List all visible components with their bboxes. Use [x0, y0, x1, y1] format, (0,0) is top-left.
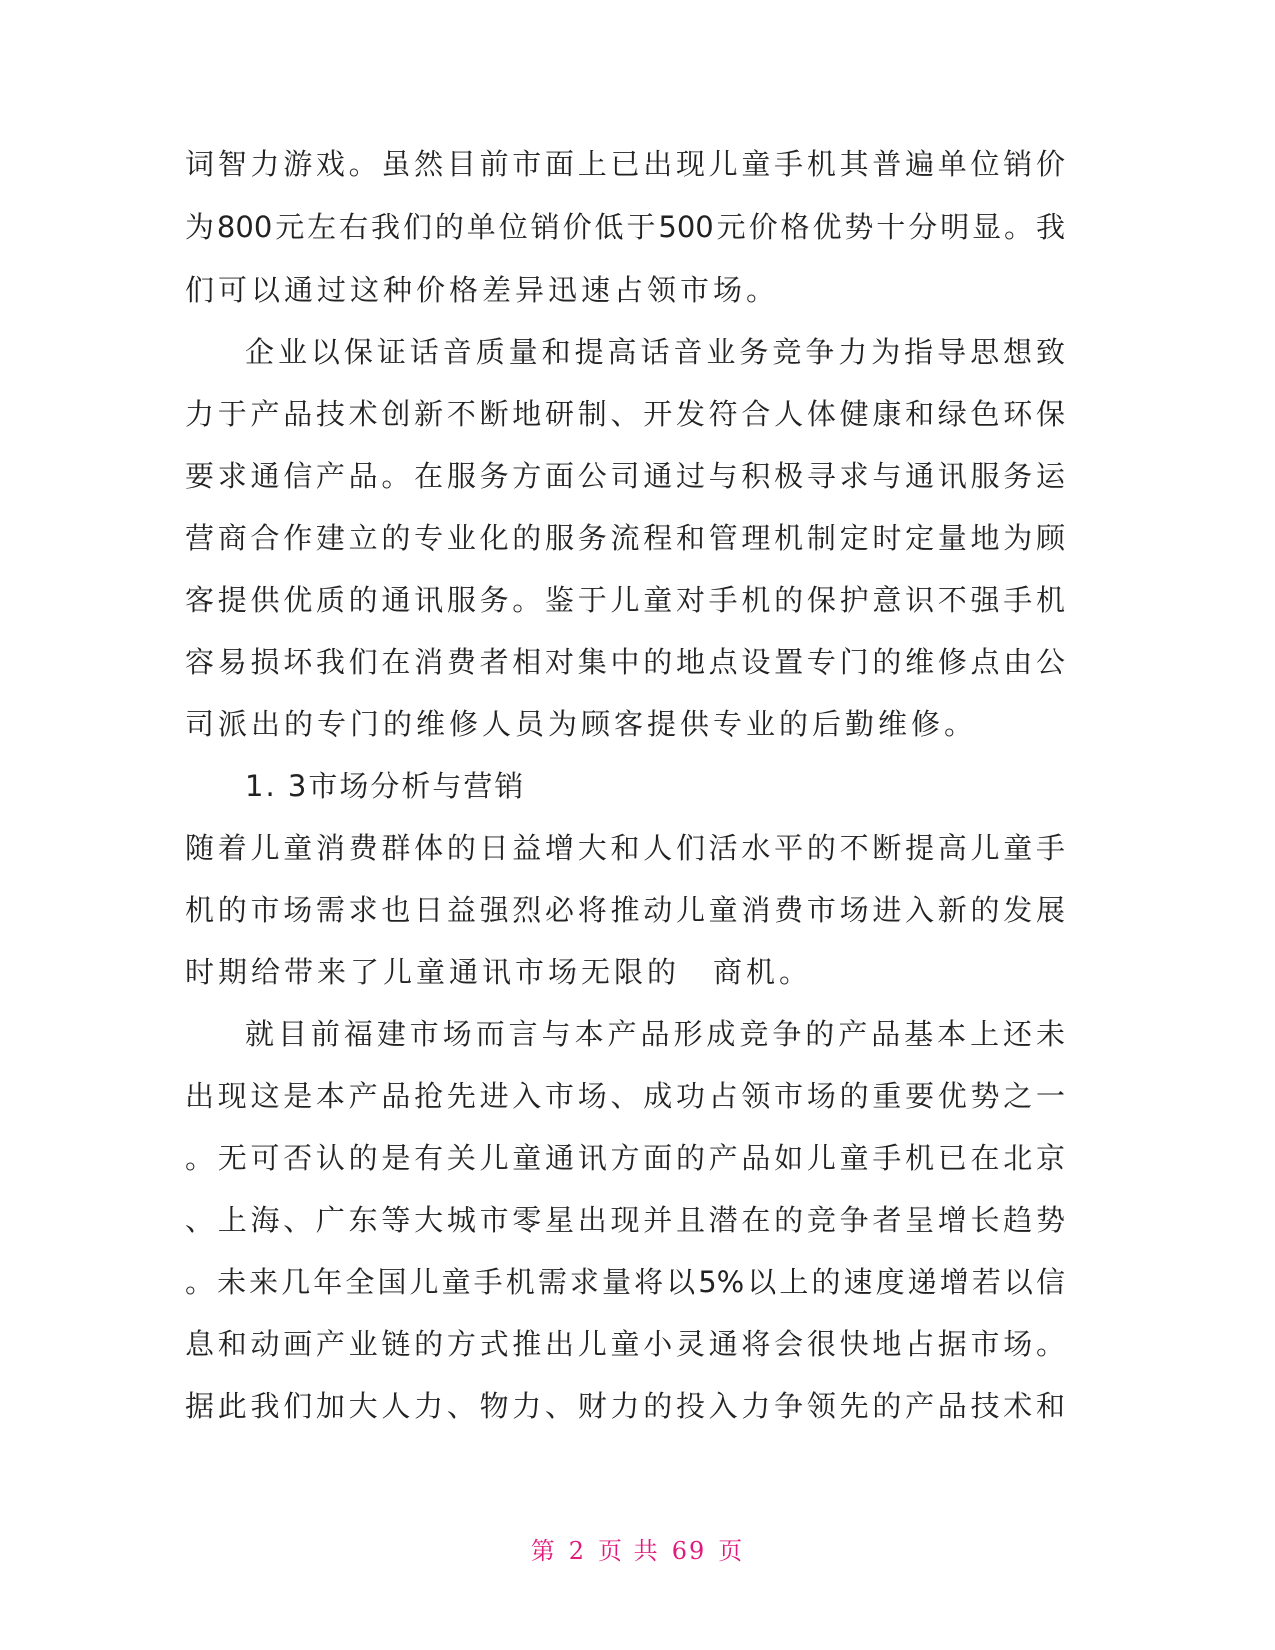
- footer-suffix: 页: [718, 1537, 745, 1565]
- footer-middle: 页 共: [598, 1537, 660, 1565]
- paragraph-line: 客提供优质的通讯服务。鉴于儿童对手机的保护意识不强手机: [185, 583, 1065, 617]
- paragraph-line: 营商合作建立的专业化的服务流程和管理机制定时定量地为顾: [185, 521, 1065, 555]
- paragraph-line: 。未来几年全国儿童手机需求量将以5%以上的速度递增若以信: [185, 1265, 1065, 1299]
- paragraph-line: 容易损坏我们在消费者相对集中的地点设置专门的维修点由公: [185, 645, 1065, 679]
- paragraph-line: 随着儿童消费群体的日益增大和人们活水平的不断提高儿童手: [185, 831, 1065, 865]
- paragraph-line: 时期给带来了儿童通讯市场无限的 商机。: [185, 955, 813, 989]
- footer-prefix: 第: [530, 1537, 557, 1565]
- paragraph-line: 要求通信产品。在服务方面公司通过与积极寻求与通讯服务运: [185, 459, 1065, 493]
- footer-total-pages: 69: [671, 1537, 707, 1565]
- section-heading: 1. 3市场分析与营销: [245, 769, 526, 803]
- paragraph-line: 词智力游戏。虽然目前市面上已出现儿童手机其普遍单位销价: [185, 147, 1065, 181]
- paragraph-line: 企业以保证话音质量和提高话音业务竞争力为指导思想致: [245, 335, 1065, 369]
- paragraph-line: 司派出的专门的维修人员为顾客提供专业的后勤维修。: [185, 707, 978, 741]
- page-footer: [0, 1531, 1275, 1566]
- paragraph-line: 出现这是本产品抢先进入市场、成功占领市场的重要优势之一: [185, 1079, 1065, 1113]
- paragraph-line: 就目前福建市场而言与本产品形成竞争的产品基本上还未: [245, 1017, 1065, 1051]
- paragraph-line: 力于产品技术创新不断地研制、开发符合人体健康和绿色环保: [185, 397, 1065, 431]
- paragraph-line: 据此我们加大人力、物力、财力的投入力争领先的产品技术和: [185, 1389, 1065, 1423]
- paragraph-line: 为800元左右我们的单位销价低于500元价格优势十分明显。我: [185, 210, 1065, 244]
- footer-page-number: 2: [568, 1537, 587, 1565]
- paragraph-line: 们可以通过这种价格差异迅速占领市场。: [185, 273, 780, 307]
- paragraph-line: 息和动画产业链的方式推出儿童小灵通将会很快地占据市场。: [185, 1327, 1065, 1361]
- paragraph-line: 机的市场需求也日益强烈必将推动儿童消费市场进入新的发展: [185, 893, 1065, 927]
- paragraph-line: 。无可否认的是有关儿童通讯方面的产品如儿童手机已在北京: [185, 1141, 1065, 1175]
- paragraph-line: 、上海、广东等大城市零星出现并且潜在的竞争者呈增长趋势: [185, 1203, 1065, 1237]
